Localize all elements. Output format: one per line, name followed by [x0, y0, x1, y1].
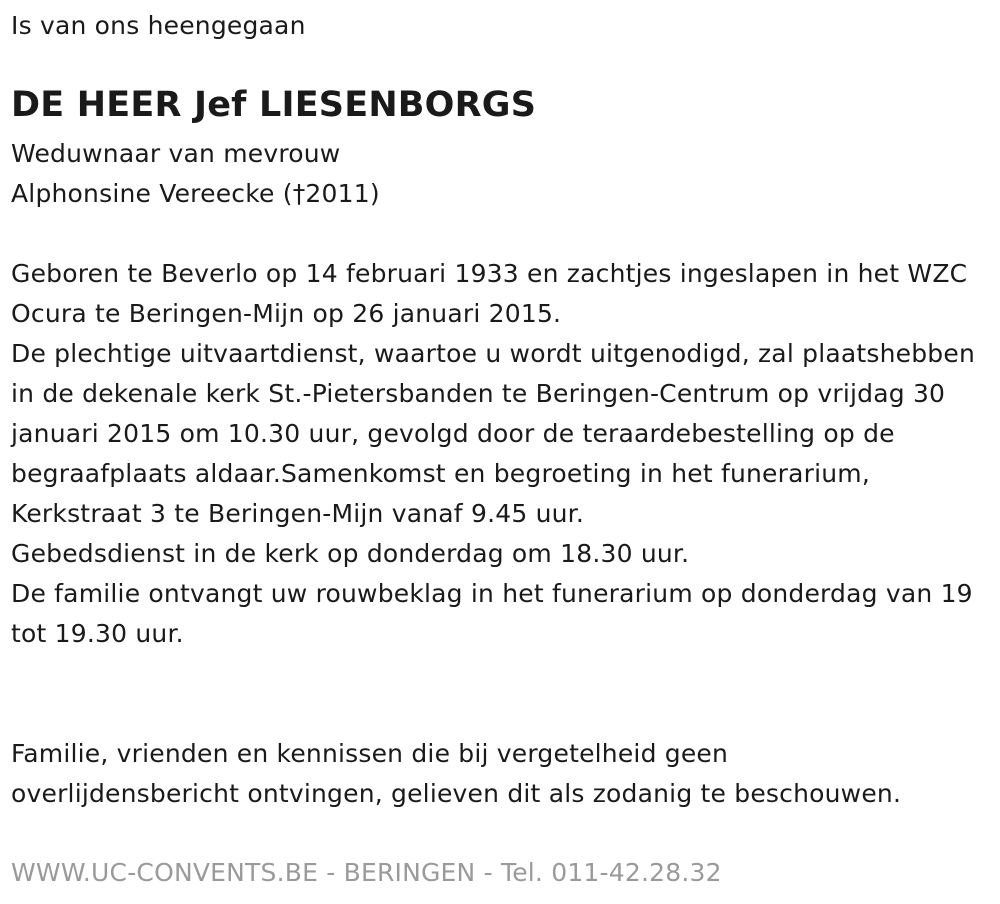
deceased-name: DE HEER Jef LIESENBORGS: [11, 85, 537, 125]
intro-text: Is van ons heengegaan: [11, 11, 306, 40]
spouse-line-1: Weduwnaar van mevrouw: [11, 139, 341, 168]
funeral-service-paragraph: De plechtige uitvaartdienst, waartoe u wordt uitgenodigd, zal plaatshebben in de dekenale kerk St.-Pietersbanden te Beringen-Centrum op vrijdag 30 januari 2015 om 10.30 uur, gevolgd door de teraardebestelling op de begraafplaats aldaar.Samenkomst en begroeting in het funerarium, Kerkstraat 3 te Beringen-Mijn vanaf 9.45 uur.: [11, 339, 975, 528]
closing-note: [11, 734, 901, 814]
closing-line-1: Familie, vrienden en kennissen die bij vergetelheid geen: [11, 739, 729, 768]
closing-line-2: overlijdensbericht ontvingen, gelieven dit als zodanig te beschouwen.: [11, 779, 902, 808]
spouse-line-2: Alphonsine Vereecke (†2011): [11, 179, 380, 208]
condolences-paragraph: De familie ontvangt uw rouwbeklag in het funerarium op donderdag van 19 tot 19.30 uur.: [11, 579, 973, 648]
footer-contact: WWW.UC-CONVENTS.BE - BERINGEN - Tel. 011-42.28.32: [11, 858, 722, 887]
notice-body: [11, 254, 991, 654]
spouse-info: [11, 134, 380, 214]
prayer-service-paragraph: Gebedsdienst in de kerk op donderdag om 18.30 uur.: [11, 539, 690, 568]
birth-death-paragraph: Geboren te Beverlo op 14 februari 1933 en zachtjes ingeslapen in het WZC Ocura te Beringen-Mijn op 26 januari 2015.: [11, 259, 968, 328]
